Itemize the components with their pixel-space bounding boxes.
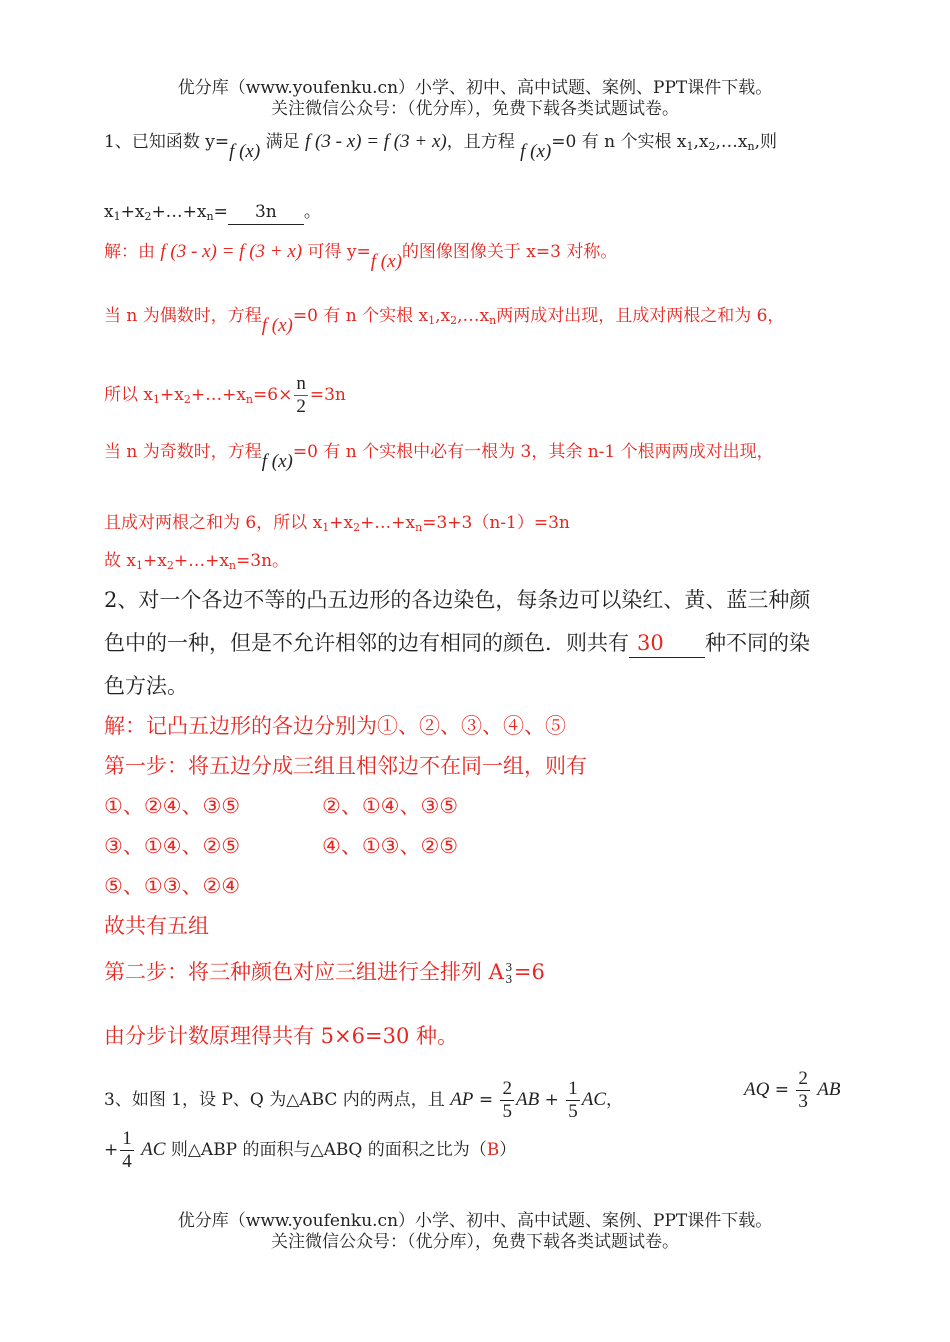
footer-line-1: 优分库（www.youfenku.cn）小学、初中、高中试题、案例、PPT课件下载。 — [177, 1211, 773, 1231]
q1-even-case: 当 n 为偶数时，方程f (x)=0 有 n 个实根 $x_1,x_2,\dots x_n$两两成对出现，且成对两根之和为 6， — [104, 306, 785, 336]
header-line-1: 优分库（www.youfenku.cn）小学、初中、高中试题、案例、PPT课件下载。 — [177, 78, 773, 98]
header-line-2: 关注微信公众号：（优分库），免费下载各类试题试卷。 — [271, 99, 679, 119]
q3-line-2: + $\frac{1}{4}$ AC 则△ABP 的面积与△ABQ 的面积之比为（B） — [104, 1128, 517, 1172]
q3-aq-expression: AQ = $\frac{2}{3}$ AB — [744, 1068, 841, 1112]
q3-line-1: 3、如图 1，设 P、Q 为△ABC 内的两点，且 AP = $\frac{2}{5}$ AB + $\frac{1}{5}$ AC， — [104, 1078, 624, 1122]
q1-even-sum: 所以 $x_1+x_2+\dots+x_n=6\times$ $\frac{n}{2}$ =3n — [104, 373, 346, 417]
q1-statement: 1、已知函数 y=f (x) 满足 f (3 - x) = f (3 + x)，且方程 f (x)=0 有 n 个实根 $x_1,x_2,\dots x_n$,则 — [104, 131, 777, 162]
q1-odd-sum: 且成对两根之和为 6，所以 $x_1+x_2+\dots+x_n=3+3(n-1)=3n$ — [104, 513, 570, 534]
q1-solution-line-1: 解：由 f (3 - x) = f (3 + x) 可得 y=f (x)的图像图像关于 x=3 对称。 — [104, 241, 618, 272]
q2-final: 由分步计数原理得共有 5×6=30 种。 — [104, 1024, 458, 1048]
q2-line-3: 色方法。 — [104, 674, 188, 698]
q2-solution-2: 第一步：将五边分成三组且相邻边不在同一组，则有 — [104, 754, 587, 778]
q2-line-2: 色中的一种，但是不允许相邻的边有相同的颜色．则共有 30 种不同的染 — [104, 629, 810, 658]
q1-conclusion: 故 $x_1+x_2+\dots+x_n=3n$。 — [104, 551, 290, 572]
q1-answer-blank: 3n — [228, 200, 304, 225]
q2-line-1: 2、对一个各边不等的凸五边形的各边染色，每条边可以染红、黄、蓝三种颜 — [104, 588, 811, 612]
q1-odd-case: 当 n 为奇数时，方程f (x)=0 有 n 个实根中必有一根为 3，其余 n-1 个根两两成对出现， — [104, 442, 774, 472]
q1-sum-line: $x_1+x_2+\dots+x_n= 3n$ 。 — [104, 202, 321, 223]
q2-answer: 30 — [637, 631, 664, 655]
q2-group-3: ③、①④、②⑤ — [104, 834, 241, 858]
q2-solution-1: 解：记凸五边形的各边分别为①、②、③、④、⑤ — [104, 714, 566, 738]
q3-answer: B — [486, 1140, 500, 1160]
q2-step-2: 第二步：将三种颜色对应三组进行全排列 A 3 3=6 — [104, 960, 545, 986]
q2-group-4: ④、①③、②⑤ — [322, 834, 459, 858]
q2-group-1: ①、②④、③⑤ — [104, 794, 241, 818]
q2-five-groups: 故共有五组 — [104, 914, 209, 938]
q2-group-5: ⑤、①③、②④ — [104, 874, 241, 898]
q2-group-2: ②、①④、③⑤ — [322, 794, 459, 818]
footer-line-2: 关注微信公众号：（优分库），免费下载各类试题试卷。 — [271, 1232, 679, 1252]
